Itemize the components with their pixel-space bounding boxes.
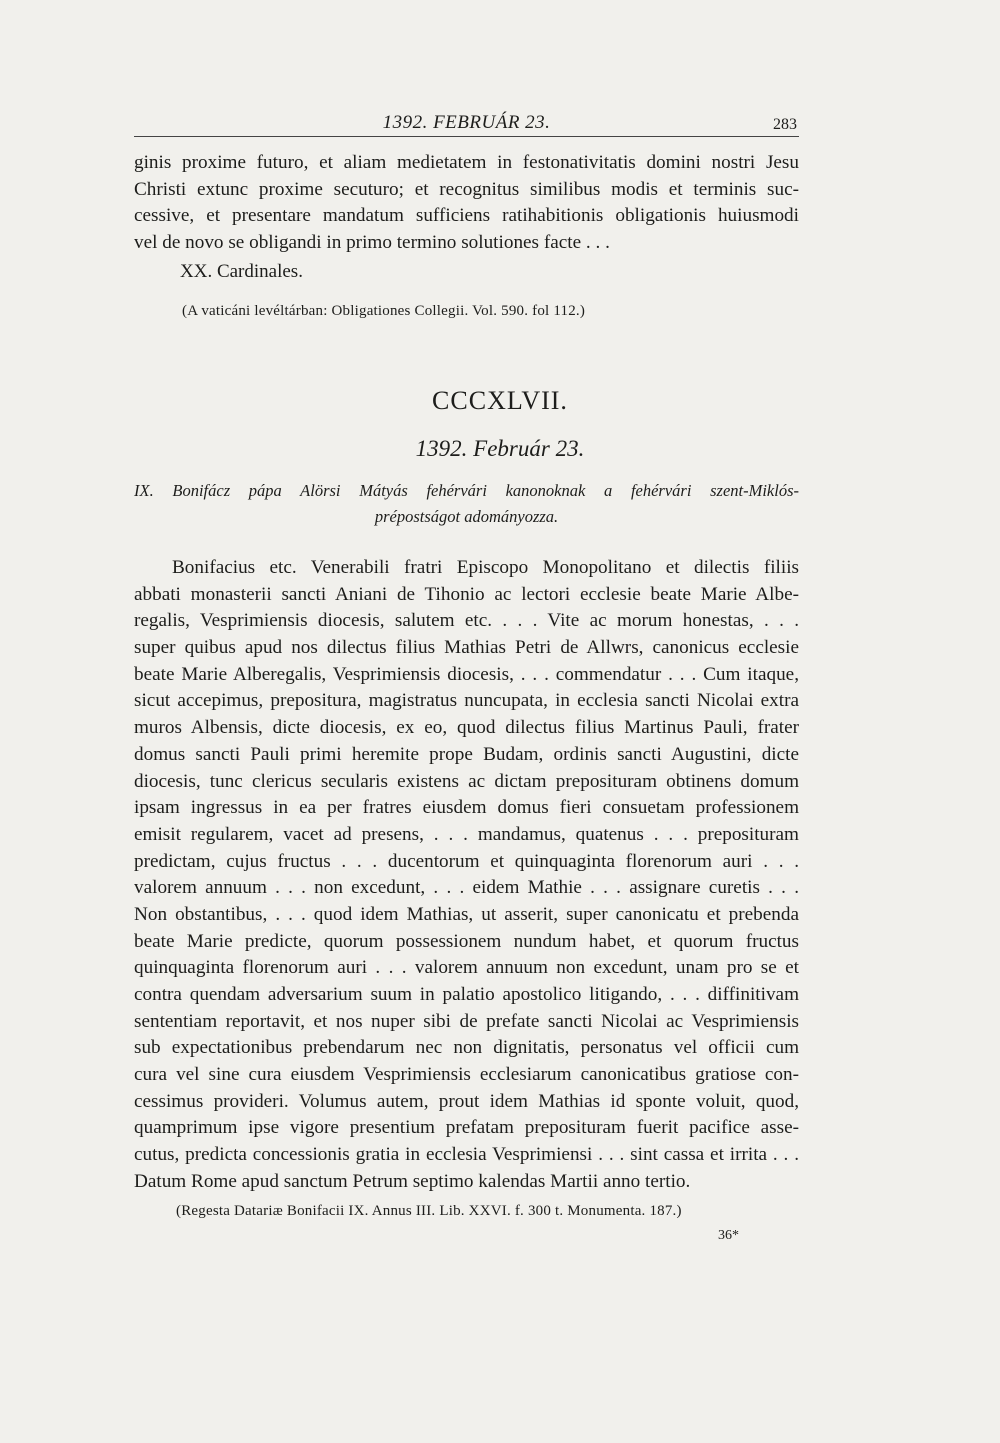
text-line: cutus, predicta concessionis gratia in ecclesia Vesprimiensi . . . sint cassa et irrita . . .	[134, 1144, 799, 1166]
text-line: cessive, et presentare mandatum sufficiens ratihabitionis obligationis huiusmodi	[134, 205, 799, 227]
regest-line: prépostságot adományozza.	[374, 507, 559, 526]
running-title: 1392. FEBRUÁR 23.	[382, 112, 551, 133]
text-line: cura vel sine cura eiusdem Vesprimiensis ecclesiarum canonicatibus gratiose con-	[134, 1064, 799, 1086]
text-line: muros Albensis, dicte diocesis, ex eo, quod dilectus filius Martinus Pauli, frater	[134, 717, 799, 739]
printer-signature-mark: 36*	[718, 1228, 739, 1243]
text-line: valorem annuum . . . non excedunt, . . . eidem Mathie . . . assignare curetis . . .	[134, 877, 799, 899]
document-date: 1392. Február 23.	[415, 436, 585, 461]
text-line: contra quendam adversarium suum in palatio apostolico litigando, . . . diffinitivam	[134, 984, 799, 1005]
document-number: CCCXLVII.	[432, 386, 568, 415]
text-line: vel de novo se obligandi in primo termino solutiones facte . . .	[134, 232, 610, 254]
text-line: quinquaginta florenorum auri . . . valorem annuum non excedunt, unam pro se et	[134, 957, 799, 979]
text-line: beate Marie predicte, quorum possessionem nundum habet, et quorum fructus	[134, 930, 799, 952]
document-regest	[134, 478, 799, 530]
document-body	[134, 555, 799, 1196]
closing-signatory: XX. Cardinales.	[180, 261, 303, 282]
text-line: regalis, Vesprimiensis diocesis, salutem etc. . . . Vite ac morum honestas, . . .	[134, 610, 799, 632]
continuation-paragraph	[134, 150, 799, 257]
archival-source-note: (A vaticáni levéltárban: Obligationes Collegii. Vol. 590. fol 112.)	[182, 303, 586, 319]
text-line: predictam, cujus fructus . . . ducentorum et quinquaginta florenorum auri . . .	[134, 850, 799, 872]
running-header	[134, 110, 799, 137]
text-line: Christi extunc proxime secuturo; et recognitus similibus modis et terminis suc-	[134, 178, 799, 200]
text-line: diocesis, tunc clericus secularis existens ac dictam preposituram obtinens domum	[134, 770, 799, 792]
text-line: ginis proxime futuro, et aliam medietatem in festonativitatis domini nostri Jesu	[134, 152, 799, 173]
text-line: beate Marie Alberegalis, Vesprimiensis diocesis, . . . commendatur . . . Cum itaque,	[134, 663, 799, 685]
text-line: super quibus apud nos dilectus filius Mathias Petri de Allwrs, canonicus ecclesie	[134, 637, 799, 659]
regest-line: IX. Bonifácz pápa Alörsi Mátyás fehérvári kanonoknak a fehérvári szent-Miklós-	[134, 481, 799, 500]
text-line: emisit regularem, vacet ad presens, . . . mandamus, quatenus . . . preposituram	[134, 823, 799, 845]
text-line: quamprimum ipse vigore presentium prefatam preposituram fuerit pacifice asse-	[134, 1117, 799, 1139]
text-line: sicut accepimus, prepositura, magistratus nuncupata, in ecclesia sancti Nicolai extra	[134, 690, 799, 712]
text-line: Non obstantibus, . . . quod idem Mathias, ut asserit, super canonicatu et prebenda	[134, 903, 799, 925]
text-line: ipsam ingressus in ea per fratres eiusdem domus fieri consuetam professionem	[134, 797, 799, 819]
text-line: domus sancti Pauli primi heremite prope Budam, ordinis sancti Augustini, dicte	[134, 743, 799, 765]
page-number: 283	[773, 116, 797, 133]
text-line: sub expectationibus prebendarum nec non dignitatis, personatus vel officii cum	[134, 1037, 799, 1059]
text-line: Datum Rome apud sanctum Petrum septimo kalendas Martii anno tertio.	[134, 1170, 691, 1192]
text-line: sententiam reportavit, et nos nuper sibi de prefate sancti Nicolai ac Vesprimiensis	[134, 1010, 799, 1032]
text-line: abbati monasterii sancti Aniani de Tihonio ac lectori ecclesie beate Marie Albe-	[134, 583, 799, 605]
text-line: cessimus provideri. Volumus autem, prout idem Mathias id sponte voluit, quod,	[134, 1090, 799, 1112]
archival-source-note: (Regesta Datariæ Bonifacii IX. Annus III. Lib. XXVI. f. 300 t. Monumenta. 187.)	[176, 1203, 682, 1219]
text-line: Bonifacius etc. Venerabili fratri Episcopo Monopolitano et dilectis filiis	[172, 557, 799, 578]
